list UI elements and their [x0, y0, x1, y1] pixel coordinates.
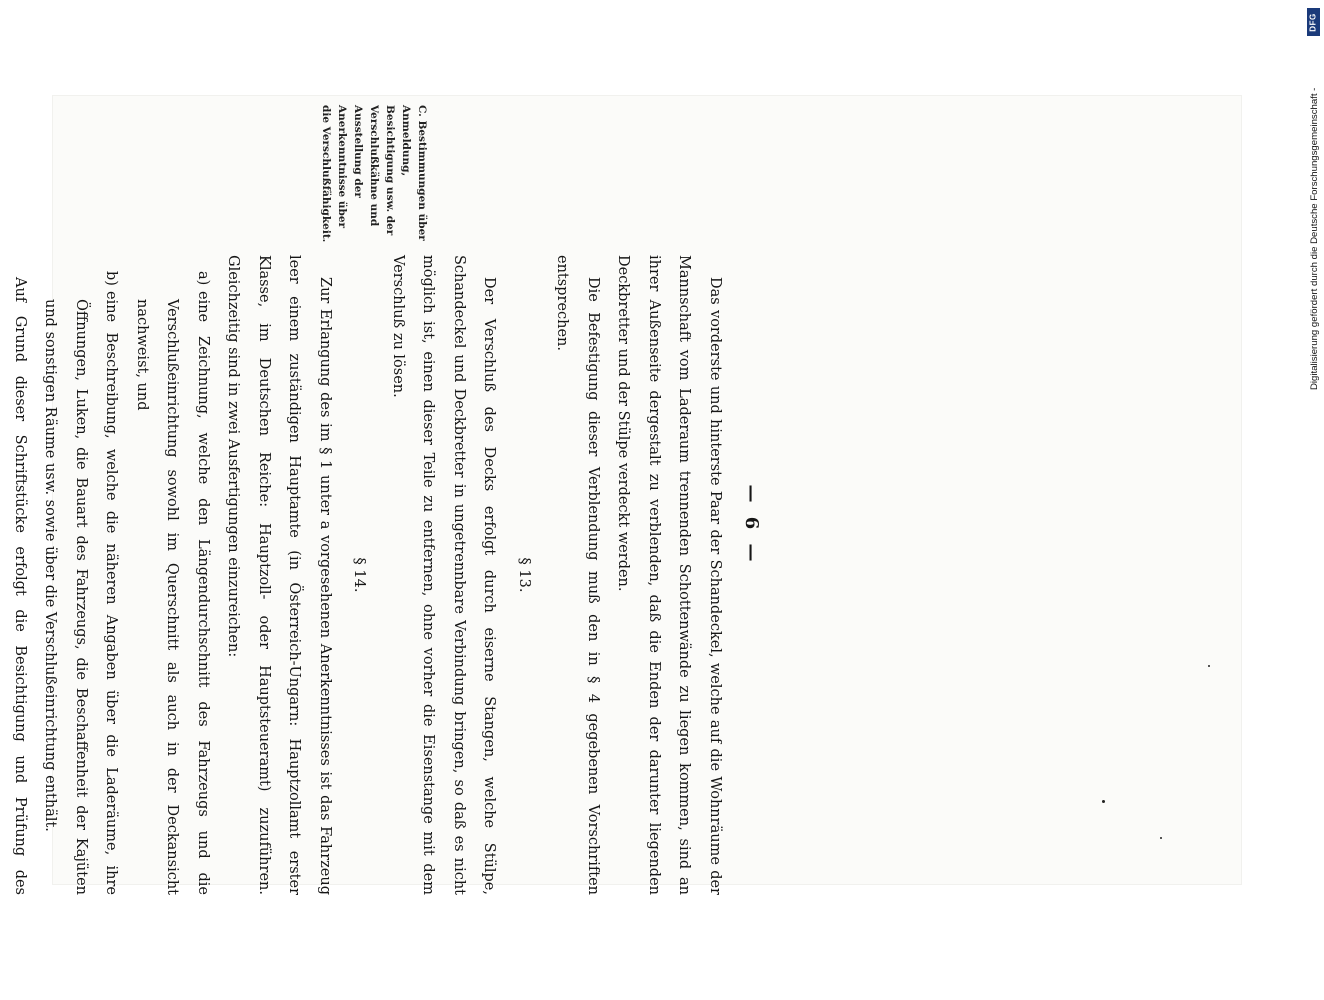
paragraph: Das vorderste und hinterste Paar der Schandeckel, welche auf die Wohnräume der Mannschaft vom Laderaum trennenden Schottenwände zu liegen kommen, sind an ihrer Außenseite dergestalt zu verblenden, daß die Enden der darunter liegenden Deckbretter und der Stülpe verdeckt werden. [615, 255, 723, 895]
page-number: — 6 — [741, 484, 762, 566]
list-label: a) [195, 271, 211, 286]
scanned-page [12, 95, 1242, 895]
scan-speck [1102, 800, 1105, 803]
list-text: eine Zeichnung, welche den Längendurchschnitt des Fahrzeugs und die Verschlußeinrichtung sowohl im Querschnitt als auch in der Deckansicht nachweist, und [134, 291, 211, 895]
list-label: b) [103, 271, 120, 286]
credit-text: Digitalisierung gefördert durch die Deutsche Forschungsgemeinschaft - [1309, 87, 1320, 390]
section-heading-13: § 13. [516, 557, 532, 593]
paragraph: Zur Erlangung des im § 1 unter a vorgesehenen Anerkenntnisses ist das Fahrzeug leer einem zuständigen Hauptamte (in Österreich-Ungarn: Hauptzollamt erster Klasse, im Deutschen Reiche: Hauptzoll- oder Hauptsteueramt) zuzuführen. Gleichzeitig sind in zwei Ausfertigungen einzureichen: [225, 255, 333, 895]
digitization-credit [1304, 10, 1324, 390]
scan-speck [1208, 665, 1210, 667]
margin-note: C. Bestimmungen über Anmeldung, Besichtigung usw. der Verschlußkähne und Ausstellung der Anerkenntnisse über die Verschlußfähigkeit. [320, 105, 428, 243]
text-column [0, 255, 730, 895]
paragraph: Auf Grund dieser Schriftstücke erfolgt die Besichtigung und Prüfung des [12, 277, 28, 895]
list-item [127, 255, 219, 895]
page-content [0, 95, 762, 955]
dfg-logo: DFG [1307, 8, 1320, 36]
section-heading-14: § 14. [351, 557, 368, 593]
list-text: eine Beschreibung, welche die näheren Angaben über die Laderäume, ihre Öffnungen, Luken, die Bauart des Fahrzeugs, die Beschaffenheit der Kajüten und sonstigen Räume usw. sowie über die Verschlußeinrichtung enthält. [42, 291, 120, 895]
paragraph: Die Befestigung dieser Verblendung muß den in § 4 gegebenen Vorschriften entsprechen. [554, 255, 601, 895]
paragraph: Der Verschluß des Decks erfolgt durch eiserne Stangen, welche Stülpe, Schandeckel und Deckbretter in ungetrennbare Verbindung bringen, so daß es nicht möglich ist, einen dieser Teile zu entfernen, ohne vorher die Eisenstange mit dem Verschluß zu lösen. [390, 255, 498, 895]
scan-speck [1160, 837, 1162, 839]
list-item [35, 255, 127, 895]
